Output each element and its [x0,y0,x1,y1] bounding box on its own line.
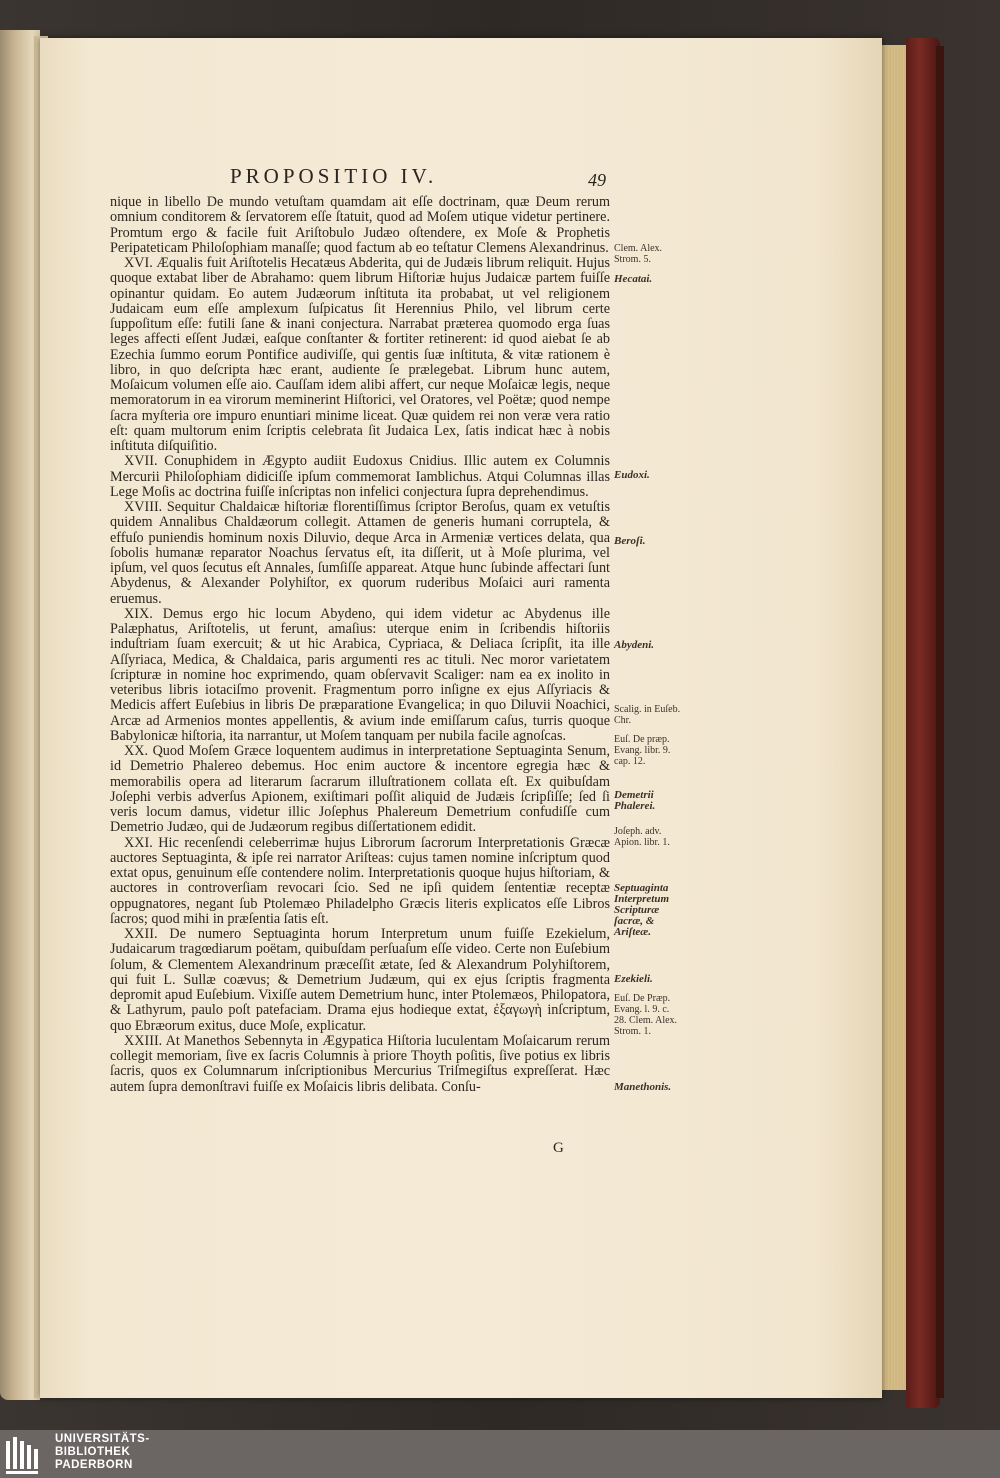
book-cover [906,38,940,1408]
page-edges [881,45,907,1390]
paragraph: XVI. Æqualis fuit Ariſtotelis Hecatæus Abderita, qui de Judæis librum reliquit. Hujus quoque extabat liber de Abrahamo: quem librum Hiſtoriæ hujus Judaicæ partem fuiſſe opinantur quidam. Eo autem Judæorum inſtituta ita probabat, ut vel religionem Judaicam eum eſſe amplexum ſuſpicatus ſit Herennius Philo, vel librum certe ſuppoſitum eſſe: futili ſane & inani conjectura. Narrabat præterea quomodo erga ſuas leges affecti eſſent Judæi, eaſque conſtanter & fortiter retinerent: id quod aiebat ſe ab Ezechia ſummo eorum Pontifice audiviſſe, qui gentis ſuæ inſtituta, & vitæ rationem è libro, in quo deſcripta hæc erant, audiente ſe prælegebat. Librum hunc autem, Moſaicum volumen eſſe aio. Cauſſam idem alibi affert, cur neque Moſaicæ legis, neque memoratorum in ea virorum meminerint Hiſtorici, vel Oratores, vel Poëtæ; quod nempe ſacra myſteria ore impuro enuntiari minime liceat. Quæ quidem rei non veræ vera ratio eſt: quam multorum enim ſcriptis celebrata ſit Judaica Lex, ſatis indicat hæc à nobis inſtituta diſquiſitio. [110,255,610,454]
paragraph: XX. Quod Moſem Græce loquentem audimus in interpretatione Septuaginta Senum, id Demetrio Phalereo debemus. Hoc enim auctore & incentore egregia hæc & memorabilis opera ad literarum ſacrarum illuſtrationem collata eſt. Ex quibuſdam Joſephi verbis adverſus Apionem, exiſtimari poſſit aliquid de Judæis ſcripſiſſe; ſed ſi veris locum damus, videtur illic Joſephus Phalereum Demetrium confudiſſe cum Demetrio Judæo, qui de Judæorum regibus diſſertationem edidit. [110,743,610,836]
margin-note: Scalig. in Euſeb. Chr. [614,704,681,726]
library-name-line: BIBLIOTHEK [55,1446,131,1458]
margin-note: Euſ. De præp. Evang. libr. 9. cap. 12. [614,734,671,767]
library-name-line: PADERBORN [55,1459,133,1471]
margin-note: Eudoxi. [614,469,650,481]
margin-note: Joſeph. adv. Apion. libr. 1. [614,826,670,848]
margin-note: Hecatai. [614,273,653,285]
margin-note: Clem. Alex. Strom. 5. [614,243,663,265]
signature-mark: G [553,1140,564,1156]
paragraph: XXI. Hic recenſendi celeberrimæ hujus Librorum ſacrorum Interpretationis Græcæ auctores Septuaginta, & ipſe rei narrator Ariſteas: cujus tamen nomine inſcriptum quod extat opus, genuinum eſſe contendere nolim. Interpretationis quoque hujus hiſtoriam, & auctores in controverſiam revocari ſcio. Sed ne ipſi quidem ſententiæ receptæ oppugnatores, negant ſub Ptolemæo Philadelpho Græcis literis explicatos eſſe Libros ſacros; quod mihi in præſentia ſatis eſt. [110,834,610,927]
library-name-line: UNIVERSITÄTS- [55,1433,150,1445]
page-number: 49 [588,170,606,190]
library-logo-icon [4,1433,46,1475]
margin-note: Ezekieli. [614,973,653,985]
paragraph: nique in libello De mundo vetuſtam quamdam ait eſſe doctrinam, quæ Deum rerum omnium conditorem & ſervatorem eſſe ſtatuit, quod ad Moſem utique videtur pertinere. Promtum ergo & facile fuit Ariſtobulo Judæo oſtendere, ex Moſe & Prophetis Peripateticam Philoſophiam manaſſe; quod factum ab eo teſtatur Clemens Alexandrinus. [110,194,610,256]
paragraph: XVII. Conuphidem in Ægypto audiit Eudoxus Cnidius. Illic autem ex Columnis Mercurii Philoſophiam didiciſſe ipſum commemorat Iamblichus. Atqui Columnas illas Lege Moſis ac doctrina fuiſſe inſcriptas non infelici conjectura ſupra deprehendimus. [110,453,610,500]
library-name [55,1433,150,1472]
margin-note: Abydeni. [614,639,655,651]
margin-note: Demetrii Phalerei. [614,789,656,812]
main-text [110,195,610,1095]
paragraph: XXII. De numero Septuaginta horum Interpretum unum fuiſſe Ezekielum, Judaicarum tragœdiarum poëtam, quibuſdam perſuaſum eſſe video. Certe non Euſebium ſolum, & Clementem Alexandrinum præceſſit ætate, ſed & Alexandrum Polyhiſtorem, qui fuit L. Sullæ coævus; & Demetrium Judæum, qui ex ejus ſcriptis fragmenta depromit apud Euſebium. Vixiſſe autem Demetrium hunc, inter Ptolemæos, Philopatora, & Lathyrum, paulo poſt patefaciam. Drama ejus hodieque extat, ἐξαγωγὴ inſcriptum, quo Ebræorum exitus, duce Moſe, explicatur. [110,926,610,1034]
margin-note: Beroſi. [614,535,646,547]
margin-note: Septuaginta Interpretum Scripturæ ſacræ, & Ariſteæ. [614,882,670,938]
footer-bar [0,1430,1000,1478]
paragraph: XVIII. Sequitur Chaldaicæ hiſtoriæ florentiſſimus ſcriptor Beroſus, quam ex vetuſtis quidem Annalibus Chaldæorum collegit. Attamen de generis humani corruptela, & effuſo puniendis hominum noxis Diluvio, deque Arca in Armeniæ vertices delata, qua ſobolis humanæ reparator Noachus ſervatus eſt, ita diſſerit, ut à Moſe plurima, vel ipſum, vel quos ſecutus eſt Annales, ſumſiſſe appareat. Atque hunc ſubinde affectari ſunt Abydenus, & Alexander Polyhiſtor, ex quorum ruderibus Moſaici auri ramenta eruemus. [110,499,610,607]
paragraph: XIX. Demus ergo hic locum Abydeno, qui idem videtur ac Abydenus ille Palæphatus, Ariſtotelis, ut ferunt, amaſius: uterque enim in ſcribendis hiſtoriis induſtriam ſuam exercuit; & ut hic Arabica, Cypriaca, & Deliaca ſcripſit, ita ille Aſſyriaca, Medica, & Chaldaica, paris argumenti res ac tituli. Nec moror varietatem ſcripturæ in nomine hoc exprimendo, quam obſervavit Scaliger: nam ea ex inolito in veteribus libris iotaciſmo provenit. Fragmentum porro inſigne ex ejus Aſſyriacis & Medicis affert Euſebius in libris De præparatione Evangelica; in quo Diluvii Noachici, Arcæ ad Armenios montes appellentis, & avium inde emiſſarum caſus, turris quoque Babylonicæ hiſtoria, ita narrantur, ut Moſem tanquam per nubila facile agnoſcas. [110,605,610,744]
running-head: PROPOSITIO IV. [230,164,438,188]
margin-note: Manethonis. [614,1081,672,1093]
margin-note: Euſ. De Præp. Evang. l. 9. c. 28. Clem. Alex. Strom. 1. [614,993,678,1037]
cover-edge [936,46,944,1398]
paragraph: XXIII. At Manethos Sebennyta in Ægypatica Hiſtoria luculentam Moſaicarum rerum collegit memoriam, ſive ex ſacris Columnis à priore Thoyth poſitis, ſive potius ex libris ſacris, quos ex Columnarum inſcriptionibus Mercurius Triſmegiſtus expreſſerat. Hæc autem ſupra demonſtravi fuiſſe ex Moſaicis libris delibata. Conſu- [110,1032,610,1095]
